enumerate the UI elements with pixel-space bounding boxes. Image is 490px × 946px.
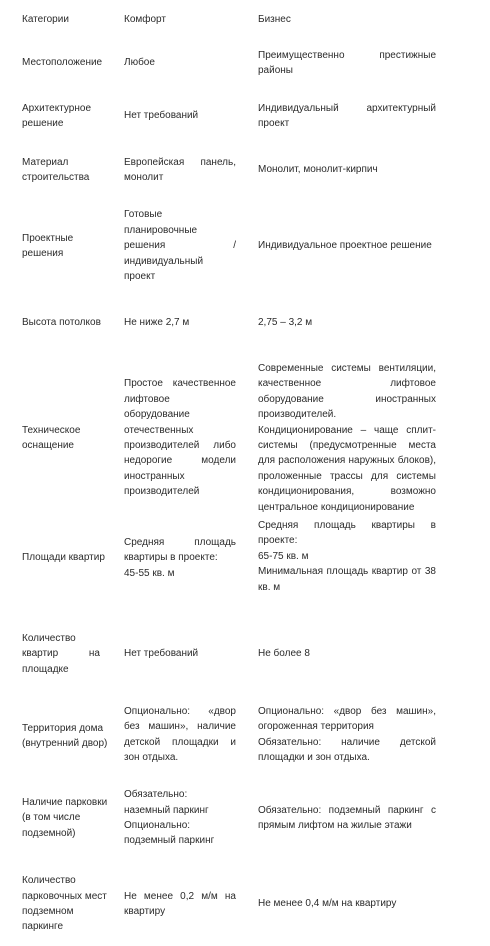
category-cell: Техническое оснащение <box>22 424 81 451</box>
table-row <box>0 146 490 194</box>
business-cell: Опционально: «двор без машин», огороженная территория Обязательно: наличие детской площадки и зон отдыха. <box>258 706 436 764</box>
business-cell: Преимущественно престижные районы <box>258 49 436 76</box>
table-row <box>0 194 490 298</box>
table-header-row <box>0 0 490 40</box>
table-row <box>0 86 490 146</box>
business-cell: Не менее 0,4 м/м на квартиру <box>258 898 397 910</box>
category-cell: Количество парковочных мест подземном паркинге <box>22 875 107 933</box>
category-cell: Местоположение <box>22 57 103 69</box>
table-row <box>0 698 490 774</box>
category-cell: Территория дома (внутренний двор) <box>22 722 108 749</box>
business-cell: Не более 8 <box>258 648 310 660</box>
header-comfort: Комфорт <box>124 14 166 25</box>
comfort-cell: Не менее 0,2 м/м на квартиру <box>124 890 236 917</box>
comfort-cell: Любое <box>124 57 155 69</box>
comfort-cell: Нет требований <box>124 648 199 660</box>
comfort-cell: Опционально: «двор без машин», наличие детской площадки и зон отдыха. <box>124 706 236 764</box>
category-cell: Материал строительства <box>22 156 90 183</box>
comfort-cell: Средняя площадь квартиры в проекте: 45-55 кв. м <box>124 536 236 579</box>
category-cell: Архитектурное решение <box>22 102 92 129</box>
business-cell: Средняя площадь квартиры в проекте: 65-75 кв. м Минимальная площадь квартир от 38 кв. м <box>258 520 436 593</box>
table-row <box>0 516 490 600</box>
business-cell: Индивидуальный архитектурный проект <box>258 102 436 129</box>
header-categories: Категории <box>22 14 69 25</box>
header-business: Бизнес <box>258 14 291 25</box>
comfort-cell: Нет требований <box>124 110 199 122</box>
category-cell: Площади квартир <box>22 552 105 564</box>
business-cell: Современные системы вентиляции, качественное лифтовое оборудование иностранных производителей. Кондиционирование – чаще сплит-системы (предусмотренные места для расположения наружных блоков), проложенные трассы для системы кондиционирования, возможно центральное кондиционирование <box>258 362 436 513</box>
table-row <box>0 360 490 516</box>
business-cell: Обязательно: подземный паркинг с прямым лифтом на жилые этажи <box>258 804 436 831</box>
comfort-cell: Простое качественное лифтовое оборудование отечественных производителей либо недорогие модели иностранных производителей <box>124 378 236 498</box>
business-cell: 2,75 – 3,2 м <box>258 317 313 329</box>
business-cell: Монолит, монолит-кирпич <box>258 164 378 176</box>
category-cell: Проектные решения <box>22 232 74 259</box>
comfort-cell: Не ниже 2,7 м <box>124 317 190 329</box>
comfort-cell: Европейская панель, монолит <box>124 156 236 183</box>
category-cell: Количество квартир на площадке <box>22 632 100 675</box>
table-row <box>0 40 490 86</box>
comfort-cell: Готовые планировочные решения / индивидуальный проект <box>124 209 236 283</box>
table-row <box>0 620 490 688</box>
category-cell: Высота потолков <box>22 317 101 329</box>
table-row <box>0 780 490 856</box>
category-cell: Наличие парковки (в том числе подземной) <box>22 796 108 839</box>
comfort-cell: Обязательно: наземный паркинг Опционально: подземный паркинг <box>124 789 215 847</box>
business-cell: Индивидуальное проектное решение <box>258 240 432 252</box>
table-row <box>0 298 490 348</box>
table-row <box>0 866 490 942</box>
